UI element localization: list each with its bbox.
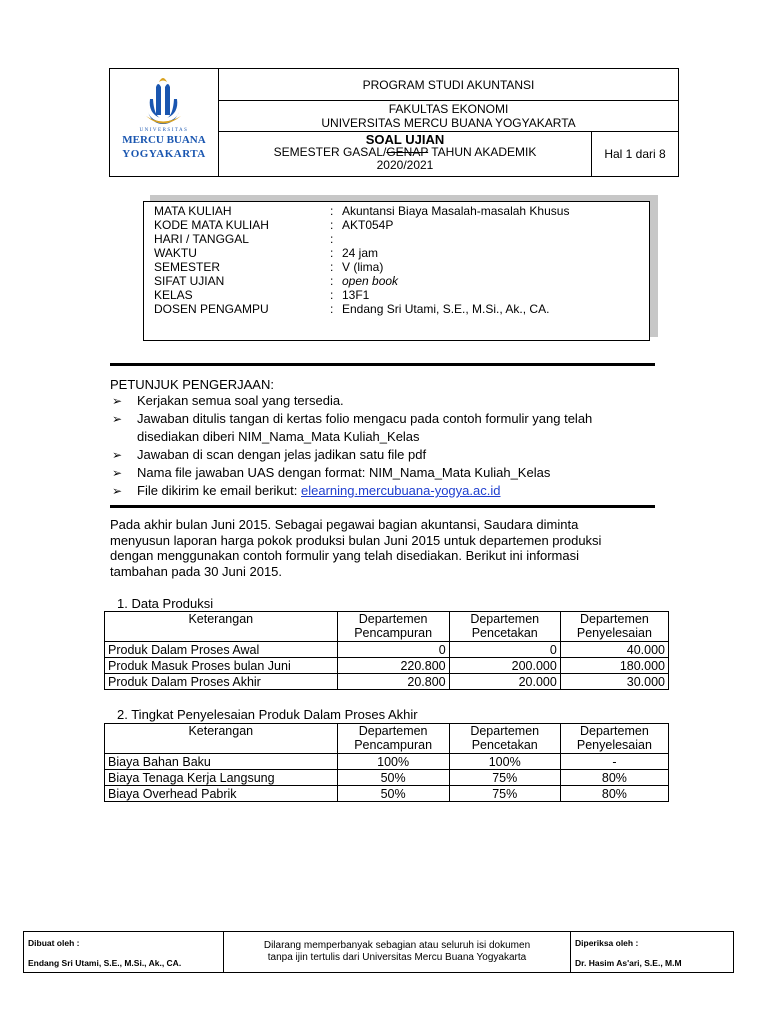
info-label: WAKTU bbox=[154, 246, 197, 260]
info-value: open book bbox=[342, 274, 399, 288]
cell-value: 100% bbox=[337, 754, 449, 770]
info-colon: : bbox=[330, 260, 334, 274]
faculty-cell bbox=[219, 101, 678, 132]
faculty-name: FAKULTAS EKONOMI bbox=[388, 102, 509, 116]
intro-line: Pada akhir bulan Juni 2015. Sebagai pegawai bagian akuntansi, Saudara diminta bbox=[110, 517, 579, 532]
cell-value: 0 bbox=[337, 642, 449, 658]
info-colon: : bbox=[330, 218, 334, 232]
info-value: 24 jam bbox=[342, 246, 379, 260]
instructions-title: PETUNJUK PENGERJAAN: bbox=[110, 377, 274, 392]
bullet-arrow-icon: ➢ bbox=[112, 466, 123, 480]
cell-value: 50% bbox=[337, 786, 449, 802]
column-header: Departemen Penyelesaian bbox=[560, 612, 668, 642]
column-header: Keterangan bbox=[105, 612, 338, 642]
column-header: Departemen Pencampuran bbox=[337, 612, 449, 642]
info-label: SIFAT UJIAN bbox=[154, 274, 225, 288]
document-header bbox=[109, 68, 679, 177]
email-link[interactable]: elearning.mercubuana-yogya.ac.id bbox=[301, 483, 501, 498]
info-colon: : bbox=[330, 232, 334, 246]
cell-value: 75% bbox=[449, 770, 560, 786]
table-header-row bbox=[105, 612, 669, 642]
cell-value: 80% bbox=[560, 770, 668, 786]
instruction-text: Nama file jawaban UAS dengan format: NIM_Nama_Mata Kuliah_Kelas bbox=[137, 465, 551, 480]
divider-top bbox=[110, 363, 655, 366]
column-header: Departemen Penyelesaian bbox=[560, 724, 668, 754]
info-value: Endang Sri Utami, S.E., M.Si., Ak., CA. bbox=[342, 302, 550, 316]
bullet-arrow-icon: ➢ bbox=[112, 394, 123, 408]
cell-value: 100% bbox=[449, 754, 560, 770]
divider-bottom bbox=[110, 505, 655, 508]
course-info-box bbox=[143, 201, 650, 341]
made-by-name: Endang Sri Utami, S.E., M.Si., Ak., CA. bbox=[28, 958, 182, 968]
info-label: SEMESTER bbox=[154, 260, 221, 274]
row-label: Biaya Tenaga Kerja Langsung bbox=[105, 770, 338, 786]
instruction-text: Kerjakan semua soal yang tersedia. bbox=[137, 393, 344, 408]
instruction-text: File dikirim ke email berikut: bbox=[137, 483, 301, 498]
notice-cell bbox=[224, 932, 571, 972]
checked-by-cell bbox=[571, 932, 733, 972]
logo-line2: YOGYAKARTA bbox=[122, 148, 206, 160]
checked-by-label: Diperiksa oleh : bbox=[575, 938, 639, 948]
instruction-item bbox=[137, 447, 426, 462]
cell-value: 20.000 bbox=[449, 674, 560, 690]
cell-value: 200.000 bbox=[449, 658, 560, 674]
info-colon: : bbox=[330, 204, 334, 218]
cell-value: 220.800 bbox=[337, 658, 449, 674]
cell-value: 80% bbox=[560, 786, 668, 802]
table-row bbox=[105, 658, 669, 674]
row-label: Biaya Bahan Baku bbox=[105, 754, 338, 770]
semester-suffix: TAHUN AKADEMIK bbox=[428, 145, 537, 159]
made-by-label: Dibuat oleh : bbox=[28, 938, 80, 948]
program-name: PROGRAM STUDI AKUNTANSI bbox=[219, 69, 678, 101]
info-label: MATA KULIAH bbox=[154, 204, 232, 218]
cell-value: 0 bbox=[449, 642, 560, 658]
semester-struck: GENAP bbox=[386, 145, 429, 159]
cell-value: - bbox=[560, 754, 668, 770]
bullet-arrow-icon: ➢ bbox=[112, 412, 123, 426]
instruction-text: Jawaban di scan dengan jelas jadikan satu file pdf bbox=[137, 447, 427, 462]
semester-prefix: SEMESTER GASAL/ bbox=[273, 145, 387, 159]
exam-cell bbox=[219, 132, 592, 176]
exam-title: SOAL UJIAN bbox=[365, 132, 445, 147]
bullet-arrow-icon: ➢ bbox=[112, 484, 123, 498]
notice-line1: Dilarang memperbanyak sebagian atau seluruh isi dokumen bbox=[263, 940, 531, 951]
info-colon: : bbox=[330, 246, 334, 260]
section1-title: 1. Data Produksi bbox=[117, 596, 214, 611]
row-label: Produk Masuk Proses bulan Juni bbox=[105, 658, 338, 674]
cell-value: 75% bbox=[449, 786, 560, 802]
info-value: Akuntansi Biaya Masalah-masalah Khusus bbox=[342, 204, 570, 218]
cell-value: 180.000 bbox=[560, 658, 668, 674]
column-header: Keterangan bbox=[105, 724, 338, 754]
university-name: UNIVERSITAS MERCU BUANA YOGYAKARTA bbox=[321, 116, 576, 130]
column-header: Departemen Pencetakan bbox=[449, 724, 560, 754]
info-value: 13F1 bbox=[342, 288, 370, 302]
instruction-text: Jawaban ditulis tangan di kertas folio mengacu pada contoh formulir yang telah bbox=[137, 411, 593, 426]
cell-value: 30.000 bbox=[560, 674, 668, 690]
info-value: V (lima) bbox=[342, 260, 384, 274]
intro-line: dengan menggunakan contoh formulir yang telah disediakan. Berikut ini informasi bbox=[110, 548, 580, 563]
bullet-arrow-icon: ➢ bbox=[112, 448, 123, 462]
instruction-continuation: disediakan diberi NIM_Nama_Mata Kuliah_Kelas bbox=[137, 429, 420, 444]
intro-line: tambahan pada 30 Juni 2015. bbox=[110, 563, 283, 579]
row-label: Produk Dalam Proses Awal bbox=[105, 642, 338, 658]
completion-level-table bbox=[104, 723, 669, 802]
page-number: Hal 1 dari 8 bbox=[604, 147, 666, 161]
column-header: Departemen Pencetakan bbox=[449, 612, 560, 642]
table-header-row bbox=[105, 724, 669, 754]
section2-title: 2. Tingkat Penyelesaian Produk Dalam Proses Akhir bbox=[117, 707, 418, 722]
logo-line1: MERCU BUANA bbox=[122, 134, 206, 146]
instruction-item bbox=[137, 411, 592, 426]
column-header: Departemen Pencampuran bbox=[337, 724, 449, 754]
checked-by-name: Dr. Hasim As'ari, S.E., M.M bbox=[575, 958, 682, 968]
instruction-item bbox=[137, 483, 500, 498]
logo-cell bbox=[110, 69, 219, 176]
notice-line2: tanpa ijin tertulis dari Universitas Mercu Buana Yogyakarta bbox=[267, 952, 527, 963]
info-label: KELAS bbox=[154, 288, 193, 302]
info-label: KODE MATA KULIAH bbox=[154, 218, 269, 232]
table-row bbox=[105, 642, 669, 658]
info-colon: : bbox=[330, 274, 334, 288]
intro-line: menyusun laporan harga pokok produksi bulan Juni 2015 untuk departemen produksi bbox=[110, 532, 602, 548]
row-label: Biaya Overhead Pabrik bbox=[105, 786, 338, 802]
document-footer bbox=[23, 931, 734, 973]
production-data-table bbox=[104, 611, 669, 690]
academic-year: 2020/2021 bbox=[376, 158, 434, 172]
info-colon: : bbox=[330, 302, 334, 316]
instruction-item bbox=[137, 465, 550, 480]
logo-small-text: UNIVERSITAS bbox=[139, 128, 189, 133]
cell-value: 20.800 bbox=[337, 674, 449, 690]
info-colon: : bbox=[330, 288, 334, 302]
table-row bbox=[105, 754, 669, 770]
instruction-item bbox=[137, 393, 344, 408]
row-label: Produk Dalam Proses Akhir bbox=[105, 674, 338, 690]
cell-value: 50% bbox=[337, 770, 449, 786]
cell-value: 40.000 bbox=[560, 642, 668, 658]
info-label: HARI / TANGGAL bbox=[154, 232, 249, 246]
table-row bbox=[105, 674, 669, 690]
made-by-cell bbox=[24, 932, 224, 972]
table-row bbox=[105, 770, 669, 786]
info-label: DOSEN PENGAMPU bbox=[154, 302, 269, 316]
table-row bbox=[105, 786, 669, 802]
info-value: AKT054P bbox=[342, 218, 394, 232]
